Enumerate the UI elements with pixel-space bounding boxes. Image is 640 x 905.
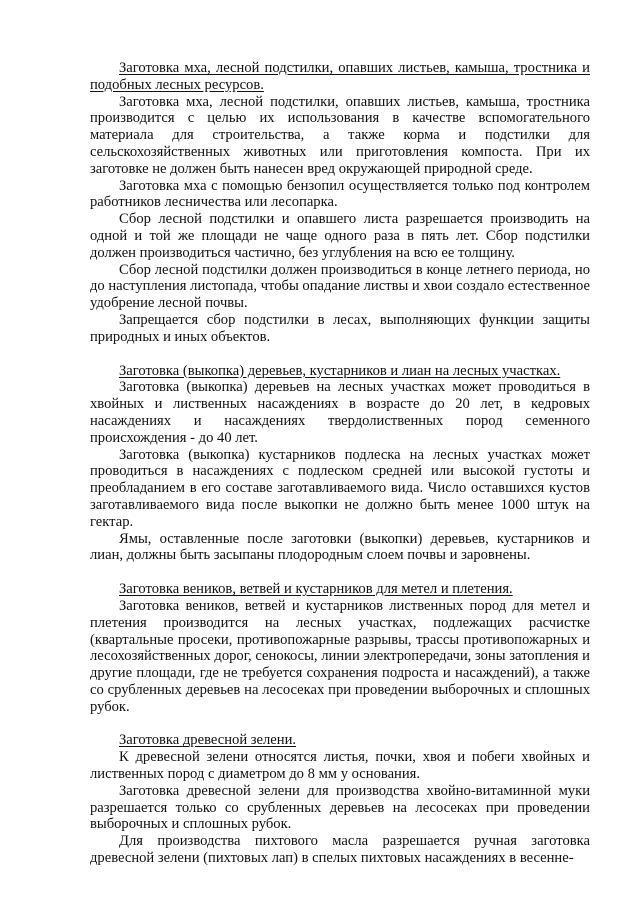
section-digging-trees bbox=[90, 363, 590, 565]
paragraph: Ямы, оставленные после заготовки (выкопки) деревьев, кустарников и лиан, должны быть засыпаны плодородным слоем почвы и заровнены. bbox=[90, 530, 590, 564]
paragraph: Заготовка древесной зелени для производства хвойно-витаминной муки разрешается только со срубленных деревьев на лесосеках при проведении выборочных и сплошных рубок. bbox=[90, 782, 590, 833]
paragraph: Сбор лесной подстилки должен производиться в конце летнего периода, но до наступления листопада, чтобы опадание листвы и хвои создало естественное удобрение лесной почвы. bbox=[90, 261, 591, 312]
paragraph: Заготовка (выкопка) деревьев на лесных участках может проводиться в хвойных и лиственных насаждениях в возрасте до 20 лет, в кедровых насаждениях и насаждениях твердолиственных пород семенного происхождения - до 40 лет. bbox=[90, 379, 590, 446]
section-heading: Заготовка древесной зелени. bbox=[119, 732, 297, 749]
document-page bbox=[90, 60, 590, 867]
section-moss-litter bbox=[90, 60, 590, 346]
paragraph: Заготовка (выкопка) кустарников подлеска на лесных участках может проводиться в насаждениях с подлеском средней или высокой густоты и преобладанием в его составе заготавливаемого вида. Число оставшихся кустов заготавливаемого вида после выкопки не должно быть менее 1000 штук на гектар. bbox=[90, 446, 590, 530]
paragraph: Сбор лесной подстилки и опавшего листа разрешается производить на одной и той же площади не чаще одного раза в пять лет. Сбор подстилки должен производиться частично, без углубления на всю ее толщину. bbox=[90, 211, 590, 261]
paragraph: Для производства пихтового масла разрешается ручная заготовка древесной зелени (пихтовых лап) в спелых пихтовых насаждениях в весенне- bbox=[90, 833, 590, 867]
paragraph: Запрещается сбор подстилки в лесах, выполняющих функции защиты природных и иных объектов. bbox=[90, 311, 590, 345]
section-heading: Заготовка (выкопка) деревьев, кустарников и лиан на лесных участках. bbox=[119, 362, 561, 379]
paragraph: Заготовка мха, лесной подстилки, опавших листьев, камыша, тростника производится с целью их использования в качестве вспомогательного материала для строительства, а также корма и подстилки для сельскохозяйственных животных или приготовления компоста. При их заготовке не должен быть нанесен вред окружающей природной среде. bbox=[90, 93, 590, 177]
paragraph: Заготовка веников, ветвей и кустарников лиственных пород для метел и плетения производится на лесных участках, подлежащих расчистке (квартальные просеки, противопожарные разрывы, трассы противопожарных и лесохозяйственных дорог, сенокосы, линии электропередачи, зоны затопления и другие площади, где не требуется сохранения подроста и насаждений), а также со срубленных деревьев на лесосеках при проведении выборочных и сплошных рубок. bbox=[90, 597, 590, 715]
section-heading: Заготовка веников, ветвей и кустарников для метел и плетения. bbox=[119, 581, 513, 598]
section-heading: Заготовка мха, лесной подстилки, опавших листьев, камыша, тростника и подобных лесных ресурсов. bbox=[90, 60, 590, 93]
section-brooms-branches bbox=[90, 581, 590, 715]
paragraph: Заготовка мха с помощью бензопил осуществляется только под контролем работников лесничества или лесопарка. bbox=[90, 177, 590, 211]
paragraph: К древесной зелени относятся листья, почки, хвоя и побеги хвойных и лиственных пород с диаметром до 8 мм у основания. bbox=[90, 749, 590, 783]
section-wood-greenery bbox=[90, 732, 590, 866]
